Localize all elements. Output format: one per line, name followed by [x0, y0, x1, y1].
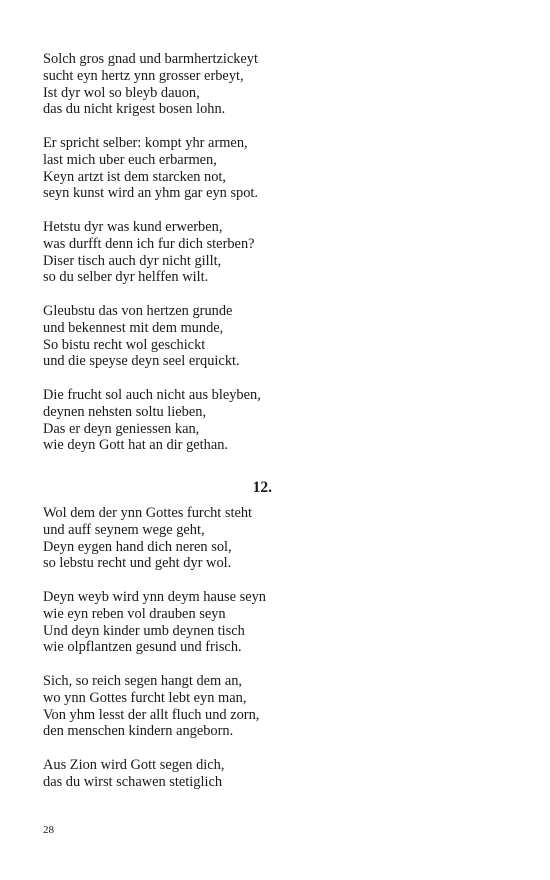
stanza — [43, 757, 503, 791]
stanza — [43, 219, 503, 286]
stanza — [43, 135, 503, 202]
verse-line: und bekennest mit dem munde, — [43, 319, 224, 336]
verse-line: wo ynn Gottes furcht lebt eyn man, — [43, 689, 247, 706]
verse-line: Das er deyn geniessen kan, — [43, 420, 200, 437]
verse-line: deynen nehsten soltu lieben, — [43, 403, 207, 420]
verse-line: wie eyn reben vol drauben seyn — [43, 605, 226, 622]
stanza — [43, 505, 503, 572]
verse-line: Aus Zion wird Gott segen dich, — [43, 757, 225, 773]
verse-line: Solch gros gnad und barmhertzickeyt — [43, 51, 259, 67]
verse-line: das du nicht krigest bosen lohn. — [43, 101, 226, 118]
verse-line: Von yhm lesst der allt fluch und zorn, — [43, 706, 260, 723]
verse-line: Keyn artzt ist dem starcken not, — [43, 168, 227, 185]
verse-line: Wol dem der ynn Gottes furcht steht — [43, 505, 253, 521]
verse-line: Und deyn kinder umb deynen tisch — [43, 622, 245, 639]
verse-line: wie olpflantzen gesund und frisch. — [43, 639, 242, 656]
stanza — [43, 387, 503, 454]
page-number: 28 — [43, 824, 54, 836]
verse-line: so lebstu recht und geht dyr wol. — [43, 555, 232, 572]
verse-line: Ist dyr wol so bleyb dauon, — [43, 84, 200, 101]
verse-line: den menschen kindern angeborn. — [43, 723, 234, 740]
stanza — [43, 673, 503, 740]
verse-line: so du selber dyr helffen wilt. — [43, 269, 209, 286]
verse-line: Diser tisch auch dyr nicht gillt, — [43, 252, 222, 269]
verse-line: was durfft denn ich fur dich sterben? — [43, 235, 255, 252]
verse-line: Er spricht selber: kompt yhr armen, — [43, 135, 248, 151]
stanza — [43, 589, 503, 656]
verse-line: Die frucht sol auch nicht aus bleyben, — [43, 387, 261, 403]
verse-line: So bistu recht wol geschickt — [43, 336, 206, 353]
verse-line: Hetstu dyr was kund erwerben, — [43, 219, 223, 235]
verse-line: und auff seynem wege geht, — [43, 521, 205, 538]
verse-line: last mich uber euch erbarmen, — [43, 151, 217, 168]
verse-line: seyn kunst wird an yhm gar eyn spot. — [43, 185, 259, 202]
section-heading: 12. — [252, 479, 272, 496]
verse-line: das du wirst schawen stetiglich — [43, 773, 223, 790]
verse-line: sucht eyn hertz ynn grosser erbeyt, — [43, 67, 244, 84]
verse-line: und die speyse deyn seel erquickt. — [43, 353, 240, 370]
stanza — [43, 303, 503, 370]
verse-line: Sich, so reich segen hangt dem an, — [43, 673, 243, 689]
verse-line: Gleubstu das von hertzen grunde — [43, 303, 233, 319]
verse-line: wie deyn Gott hat an dir gethan. — [43, 437, 229, 454]
stanza — [43, 51, 503, 118]
verse-line: Deyn eygen hand dich neren sol, — [43, 538, 232, 555]
verse-line: Deyn weyb wird ynn deym hause seyn — [43, 589, 267, 605]
